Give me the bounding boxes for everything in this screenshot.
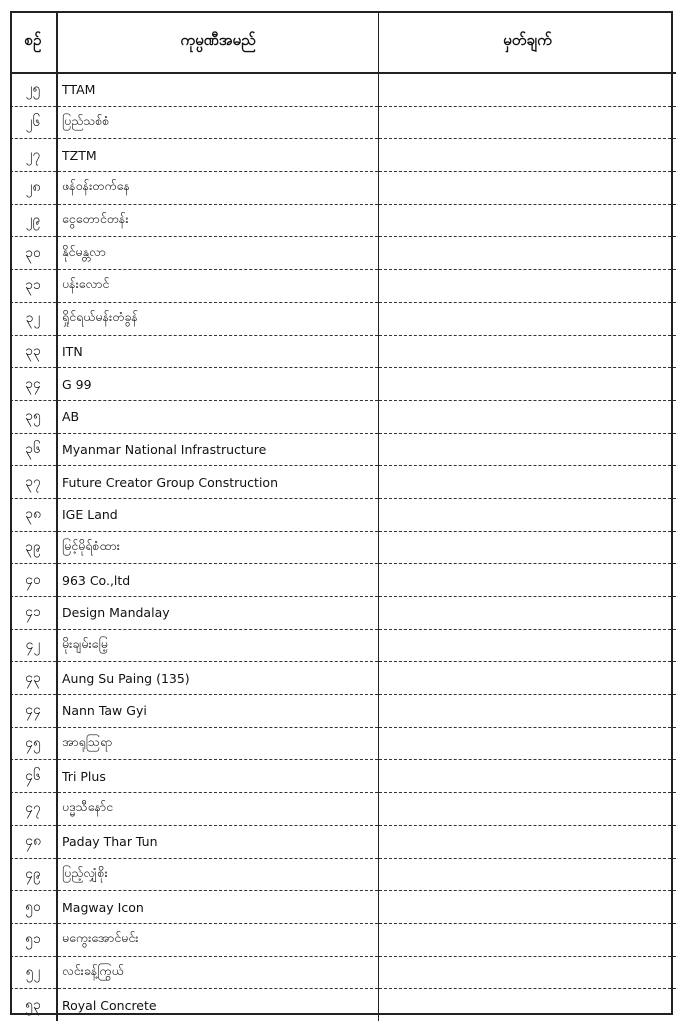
row-serial-number: ၄၄ (10, 695, 57, 728)
table-row (10, 270, 676, 303)
table-row (10, 597, 676, 630)
table-row (10, 335, 676, 368)
row-company-name: ရှိုင်ရယ်မန်းတံခွန် (57, 302, 379, 335)
row-remark (379, 531, 677, 564)
row-company-name: 963 Co.,ltd (57, 564, 379, 597)
row-serial-number: ၂၈ (10, 172, 57, 205)
row-company-name: ဖန်ဝန်းတက်နေ (57, 172, 379, 205)
row-serial-number: ၄၅ (10, 727, 57, 760)
row-serial-number: ၂၇ (10, 139, 57, 172)
row-company-name: မကွေးအောင်မင်း (57, 923, 379, 956)
row-remark (379, 368, 677, 401)
table-row (10, 172, 676, 205)
row-company-name: ပြည်သစ်စံ (57, 106, 379, 139)
row-company-name: အာရုသြရာ (57, 727, 379, 760)
row-remark (379, 760, 677, 793)
row-serial-number: ၅၀ (10, 891, 57, 924)
row-remark (379, 597, 677, 630)
row-company-name: ပန်းလောင် (57, 270, 379, 303)
table-row (10, 956, 676, 989)
row-serial-number: ၂၉ (10, 204, 57, 237)
row-remark (379, 891, 677, 924)
row-remark (379, 270, 677, 303)
table-row (10, 466, 676, 499)
table-row (10, 498, 676, 531)
table-row (10, 858, 676, 891)
header-remark: မှတ်ချက် (379, 11, 677, 73)
row-serial-number: ၄၂ (10, 629, 57, 662)
row-serial-number: ၃၈ (10, 498, 57, 531)
row-serial-number: ၄၁ (10, 597, 57, 630)
row-remark (379, 204, 677, 237)
table-row (10, 106, 676, 139)
header-company-name: ကုမ္ပဏီအမည် (57, 11, 379, 73)
table-body (10, 73, 676, 1021)
row-remark (379, 172, 677, 205)
table-row (10, 760, 676, 793)
row-remark (379, 727, 677, 760)
row-serial-number: ၃၉ (10, 531, 57, 564)
row-remark (379, 629, 677, 662)
document-page (10, 11, 673, 1015)
row-company-name: G 99 (57, 368, 379, 401)
row-remark (379, 662, 677, 695)
row-serial-number: ၂၆ (10, 106, 57, 139)
row-serial-number: ၄၈ (10, 825, 57, 858)
row-company-name: Myanmar National Infrastructure (57, 433, 379, 466)
row-serial-number: ၃၁ (10, 270, 57, 303)
table-row (10, 400, 676, 433)
row-serial-number: ၄၃ (10, 662, 57, 695)
table-row (10, 923, 676, 956)
table-row (10, 727, 676, 760)
row-serial-number: ၃၃ (10, 335, 57, 368)
table-row (10, 825, 676, 858)
table-row (10, 695, 676, 728)
row-remark (379, 73, 677, 106)
table-row (10, 564, 676, 597)
row-serial-number: ၃၀ (10, 237, 57, 270)
row-company-name: Design Mandalay (57, 597, 379, 630)
row-remark (379, 498, 677, 531)
table-row (10, 793, 676, 826)
row-company-name: မိုးချမ်းမြေ့ (57, 629, 379, 662)
table-row (10, 433, 676, 466)
row-serial-number: ၃၂ (10, 302, 57, 335)
row-remark (379, 989, 677, 1021)
row-company-name: AB (57, 400, 379, 433)
row-remark (379, 858, 677, 891)
row-remark (379, 956, 677, 989)
row-serial-number: ၄၆ (10, 760, 57, 793)
row-company-name: ပြည့်လျှံစိုး (57, 858, 379, 891)
row-company-name: Royal Concrete (57, 989, 379, 1021)
row-company-name: Future Creator Group Construction (57, 466, 379, 499)
row-serial-number: ၅၁ (10, 923, 57, 956)
row-serial-number: ၂၅ (10, 73, 57, 106)
company-table (10, 11, 676, 1021)
row-company-name: TTAM (57, 73, 379, 106)
row-company-name: Paday Thar Tun (57, 825, 379, 858)
row-remark (379, 923, 677, 956)
row-remark (379, 302, 677, 335)
row-remark (379, 335, 677, 368)
row-company-name: Aung Su Paing (135) (57, 662, 379, 695)
row-remark (379, 139, 677, 172)
row-company-name: ပဒ္မသီနော်င (57, 793, 379, 826)
row-company-name: TZTM (57, 139, 379, 172)
table-row (10, 531, 676, 564)
row-company-name: Tri Plus (57, 760, 379, 793)
table-row (10, 302, 676, 335)
row-company-name: IGE Land (57, 498, 379, 531)
row-remark (379, 237, 677, 270)
row-remark (379, 695, 677, 728)
row-serial-number: ၃၄ (10, 368, 57, 401)
row-remark (379, 825, 677, 858)
header-serial-number: စဉ် (10, 11, 57, 73)
row-remark (379, 400, 677, 433)
row-company-name: လင်းခန့်ကြွယ် (57, 956, 379, 989)
table-row (10, 237, 676, 270)
row-remark (379, 564, 677, 597)
row-company-name: ငွေတောင်တန်း (57, 204, 379, 237)
row-company-name: မြင့်မိုရ်စံထား (57, 531, 379, 564)
row-serial-number: ၄၉ (10, 858, 57, 891)
row-serial-number: ၄၇ (10, 793, 57, 826)
row-remark (379, 433, 677, 466)
table-row (10, 204, 676, 237)
row-serial-number: ၃၆ (10, 433, 57, 466)
table-header-row (10, 11, 676, 73)
row-serial-number: ၅၂ (10, 956, 57, 989)
row-serial-number: ၄၀ (10, 564, 57, 597)
table-row (10, 139, 676, 172)
row-company-name: ITN (57, 335, 379, 368)
row-remark (379, 793, 677, 826)
row-remark (379, 466, 677, 499)
row-company-name: နိုင်မန္တလာ (57, 237, 379, 270)
row-serial-number: ၅၃ (10, 989, 57, 1021)
table-row (10, 989, 676, 1021)
row-company-name: Magway Icon (57, 891, 379, 924)
row-serial-number: ၃၇ (10, 466, 57, 499)
row-remark (379, 106, 677, 139)
table-row (10, 629, 676, 662)
row-company-name: Nann Taw Gyi (57, 695, 379, 728)
row-serial-number: ၃၅ (10, 400, 57, 433)
table-row (10, 73, 676, 106)
table-row (10, 891, 676, 924)
table-row (10, 662, 676, 695)
table-row (10, 368, 676, 401)
